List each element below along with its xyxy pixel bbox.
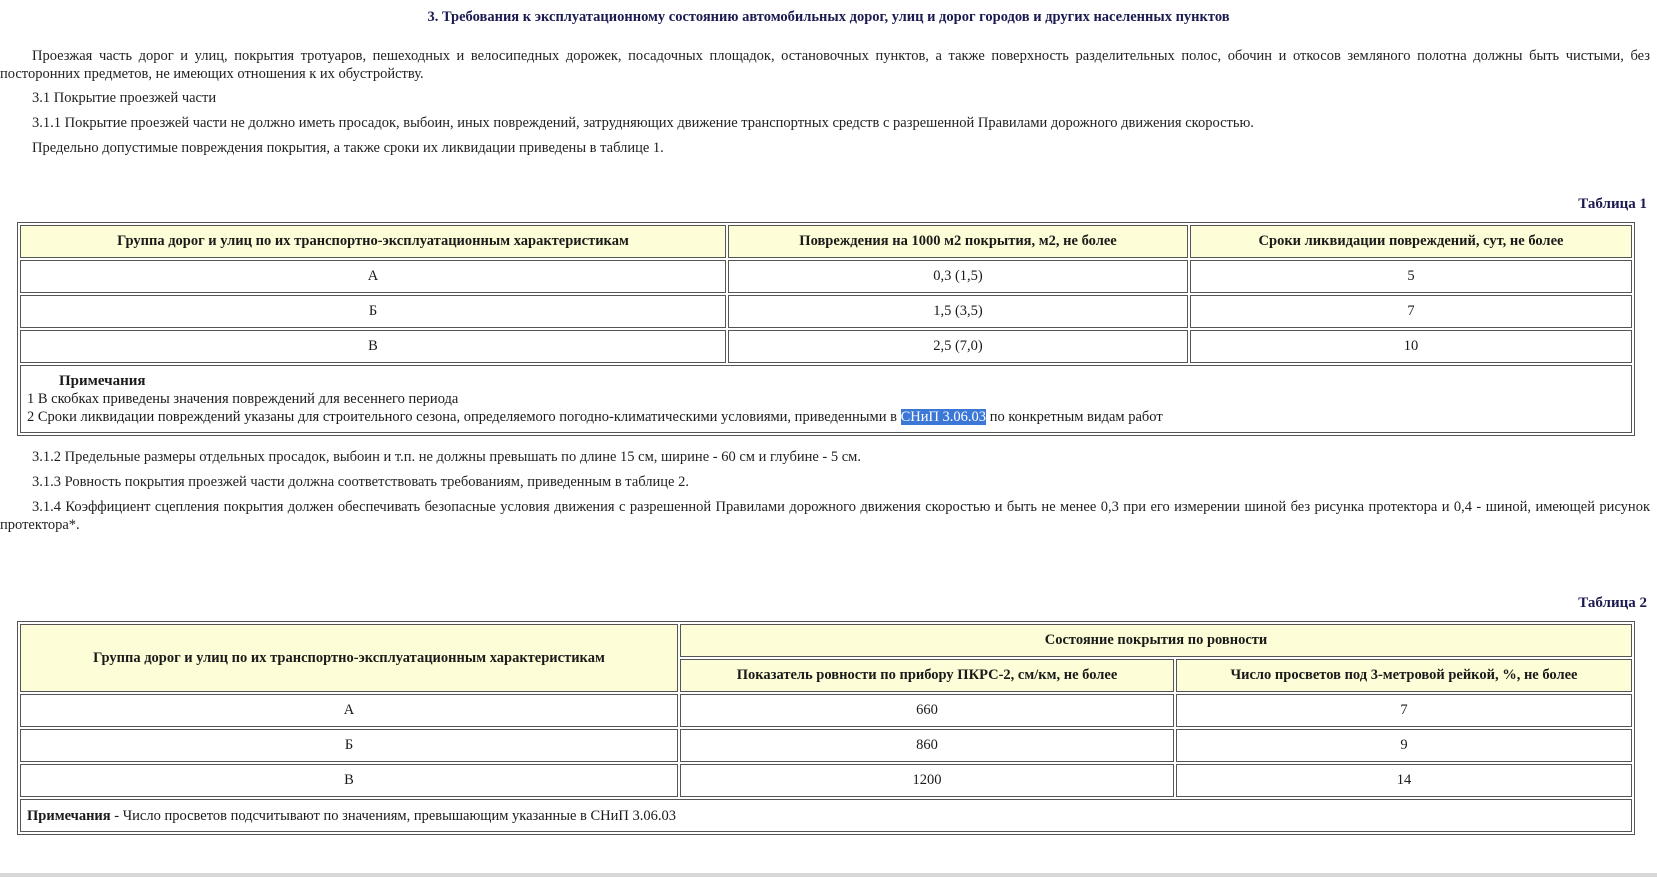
table1-notes <box>20 365 1632 433</box>
paragraph-3-1-3 <box>0 473 689 491</box>
intro-text: Проезжая часть дорог и улиц, покрытия тротуаров, пешеходных и велосипедных дорожек, посадочных площадок, остановочных пунктов, а также поверхность разделительных полос, обочин и откосов земляного полотна должны быть чистыми, без посторонних предметов, не имеющих отношения к их обустройству. <box>0 48 1650 82</box>
paragraph-3-1-text: 3.1 Покрытие проезжей части <box>32 90 217 106</box>
table1-cell: 2,5 (7,0) <box>728 330 1188 363</box>
table2-header-row <box>20 624 1632 657</box>
table-row <box>20 260 1632 293</box>
table2-cell: 1200 <box>680 764 1174 797</box>
paragraph-3-1-4-text: 3.1.4 Коэффициент сцепления покрытия должен обеспечивать безопасные условия движения с разрешенной Правилами дорожного движения скоростью и быть не менее 0,3 при его измерении шиной без рисунка протектора и 0,4 - шиной, имеющей рисунок протектора*. <box>0 499 1650 533</box>
table1-header-damage: Повреждения на 1000 м2 покрытия, м2, не более <box>728 225 1188 258</box>
paragraph-3-1-2 <box>0 448 861 466</box>
table1-header-row <box>20 225 1632 258</box>
page-bottom-edge <box>0 873 1657 877</box>
table1 <box>17 222 1635 436</box>
table1-cell: А <box>20 260 726 293</box>
table1-notes-title: Примечания <box>59 373 146 389</box>
table1-note-1: 1 В скобках приведены значения повреждений для весеннего периода <box>27 391 459 407</box>
table-row <box>20 729 1632 762</box>
paragraph-3-1-1 <box>0 114 1254 132</box>
table2-header-gaps: Число просветов под 3-метровой рейкой, %, не более <box>1176 659 1632 692</box>
table1-note-2-tail: по конкретным видам работ <box>989 409 1163 425</box>
table1-cell: В <box>20 330 726 363</box>
table1-header-group: Группа дорог и улиц по их транспортно-эксплуатационным характеристикам <box>20 225 726 258</box>
table-row <box>20 295 1632 328</box>
table1-cell: 5 <box>1190 260 1632 293</box>
table2-cell: 860 <box>680 729 1174 762</box>
table2-header-pkrs: Показатель ровности по прибору ПКРС-2, см/км, не более <box>680 659 1174 692</box>
table2-cell: 660 <box>680 694 1174 727</box>
table2-cell: 14 <box>1176 764 1632 797</box>
paragraph-3-1 <box>0 89 216 107</box>
table1-note-2-text: 2 Сроки ликвидации повреждений указаны для строительного сезона, определяемого погодно-климатическими условиями, приведенными в <box>27 409 897 425</box>
table1-cell: 10 <box>1190 330 1632 363</box>
table1-cell: 1,5 (3,5) <box>728 295 1188 328</box>
paragraph-3-1-3-text: 3.1.3 Ровность покрытия проезжей части должна соответствовать требованиям, приведенным в таблице 2. <box>32 474 689 490</box>
table-row <box>20 330 1632 363</box>
table2-notes-label: Примечания <box>27 807 111 824</box>
table2-header-state: Состояние покрытия по ровности <box>680 624 1632 657</box>
table1-cell: 7 <box>1190 295 1632 328</box>
table1-note-2 <box>27 408 1625 426</box>
table2 <box>17 621 1635 835</box>
table1-caption: Таблица 1 <box>1578 196 1647 212</box>
paragraph-3-1-2-text: 3.1.2 Предельные размеры отдельных просадок, выбоин и т.п. не должны превышать по длине 15 см, ширине - 60 см и глубине - 5 см. <box>32 449 861 465</box>
table2-header-group: Группа дорог и улиц по их транспортно-эксплуатационным характеристикам <box>20 624 678 692</box>
table2-notes <box>20 799 1632 832</box>
table2-cell: 9 <box>1176 729 1632 762</box>
paragraph-limits <box>0 139 664 157</box>
table2-notes-text: - Число просветов подсчитывают по значениям, превышающим указанные в СНиП 3.06.03 <box>114 807 676 824</box>
table2-caption: Таблица 2 <box>1578 595 1647 611</box>
section-heading: 3. Требования к эксплуатационному состоянию автомобильных дорог, улиц и дорог городов и других населенных пунктов <box>427 9 1230 25</box>
paragraph-3-1-4 <box>0 498 1650 534</box>
table1-cell: Б <box>20 295 726 328</box>
table1-header-terms: Сроки ликвидации повреждений, сут, не более <box>1190 225 1632 258</box>
table-row <box>20 764 1632 797</box>
table2-notes-row <box>20 799 1632 832</box>
paragraph-3-1-1-text: 3.1.1 Покрытие проезжей части не должно иметь просадок, выбоин, иных повреждений, затрудняющих движение транспортных средств с разрешенной Правилами дорожного движения скоростью. <box>32 115 1254 131</box>
paragraph-limits-text: Предельно допустимые повреждения покрытия, а также сроки их ликвидации приведены в таблице 1. <box>32 140 664 156</box>
table1-cell: 0,3 (1,5) <box>728 260 1188 293</box>
table2-cell: В <box>20 764 678 797</box>
snip-reference-link[interactable]: СНиП 3.06.03 <box>900 409 987 425</box>
table-row <box>20 694 1632 727</box>
table1-notes-row <box>20 365 1632 433</box>
intro-paragraph <box>0 47 1650 83</box>
table2-cell: 7 <box>1176 694 1632 727</box>
table2-cell: Б <box>20 729 678 762</box>
table2-cell: А <box>20 694 678 727</box>
